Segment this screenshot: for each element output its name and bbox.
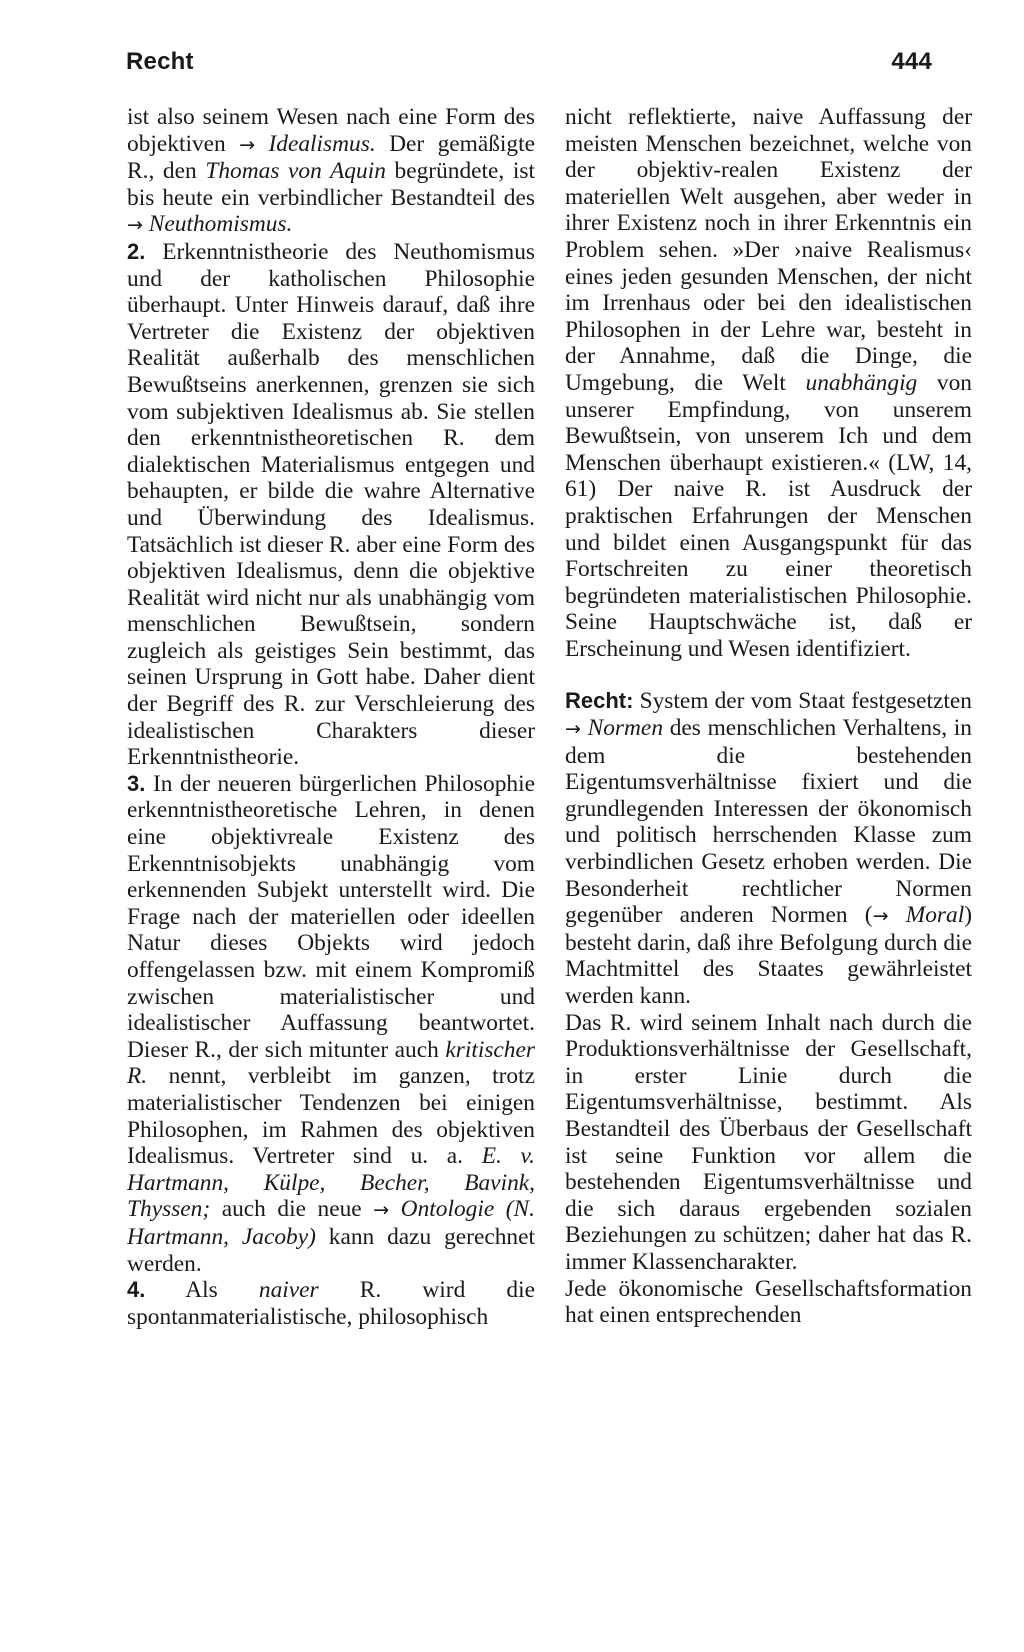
term: naiver <box>258 1277 319 1304</box>
cross-reference-arrow-icon: → <box>565 718 581 741</box>
text-run: Erkenntnistheorie des Neuthomismus und der katholischen Philosophie überhaupt. Unter Hinweis darauf, daß ihre Vertreter die Existenz der objektiven Realität außerhalb des menschlichen Bewußtseins anerkennen, grenzen sie sich vom subjektiven Idealismus ab. Sie stellen den erkenntnistheoretischen R. dem dialektischen Materialismus entgegen und behaupten, er bilde die wahre Alternative und Überwindung des Idealismus. Tatsächlich ist dieser R. aber eine Form des objektiven Idealismus, denn die objektive Realität wird nicht nur als unabhängig vom menschlichen Bewußtsein, sondern zugleich als geistiges Sein bestimmt, das seinen Ursprung in Gott habe. Daher dient der Begriff des R. zur Verschleierung des idealistischen Charakters dieser Erkenntnistheorie. <box>127 238 535 771</box>
term: unabhängig <box>805 369 918 396</box>
text-run: von unserer Empfindung, von unserem Bewußtsein, von unserem Ich und dem Menschen überhaupt existieren.« (LW, 14, 61) Der naive R. ist Ausdruck der praktischen Erfahrungen der Menschen und bildet einen Ausgangspunkt für das Fortschreiten zu einer theoretisch begründeten materialistischen Philosophie. Seine Hauptschwäche ist, daß er Erscheinung und Wesen identifiziert. <box>565 369 973 662</box>
paragraph <box>565 104 972 662</box>
text-run: System der vom Staat festgesetzten <box>633 688 972 715</box>
person-name: Thomas von Aquin <box>205 158 386 185</box>
paragraph <box>127 104 535 239</box>
term: kritischer R. <box>127 1036 535 1090</box>
cross-reference-arrow-icon: → <box>127 214 143 237</box>
text-run: des menschlichen Verhaltens, in dem die bestehenden Eigentumsverhältnisse fixiert und die grundlegenden Interessen der ökonomisch und politisch herrschenden Klasse zum verbindlichen Gesetz erhoben werden. Die Besonderheit rechtlicher Normen gegenüber anderen Normen ( <box>565 715 972 929</box>
running-headword: Recht <box>126 48 194 75</box>
entry-headword: Recht: <box>565 688 634 714</box>
cross-reference-arrow-icon: → <box>872 905 889 928</box>
numbered-sense-2 <box>127 239 535 771</box>
text-run: ist also seinem Wesen nach eine Form des objektiven <box>127 104 535 157</box>
text-run: ) besteht darin, daß ihre Befolgung durch die Machtmittel des Staates gewährleistet werden kann. <box>565 902 972 1009</box>
text-run: auch die neue <box>210 1196 374 1223</box>
page-number: 444 <box>891 48 932 75</box>
text-run: Als <box>145 1277 259 1304</box>
cross-reference: Ontologie (N. Hartmann, Jacoby) <box>127 1196 535 1250</box>
text-run: In der neueren bürgerlichen Philosophie erkenntnistheoretische Lehren, in denen eine objektivreale Existenz des Erkenntnisobjekts unabhängig vom erkennenden Subjekt unterstellt wird. Die Frage nach der materiellen oder ideellen Natur dieses Objekts wird jedoch offengelassen bzw. mit einem Kompromiß zwischen materialistischer und idealistischer Auffassung beantwortet. Dieser R., der sich mitunter auch <box>127 770 535 1063</box>
left-column <box>127 104 535 1330</box>
cross-reference: Neuthomismus. <box>148 211 293 238</box>
paragraph: Das R. wird seinem Inhalt nach durch die Produktionsverhältnisse der Gesellschaft, in erster Linie durch die Eigentumsverhältnisse, bestimmt. Als Bestandteil des Überbaus der Gesellschaft ist seine Funktion vor allem die bestehenden Eigentumsverhältnisse und die sich daraus ergebenden sozialen Beziehungen zu schützen; daher hat das R. immer Klassencharakter. <box>565 1009 972 1275</box>
cross-reference: Idealismus. <box>268 130 376 157</box>
text-run: Der gemäßigte R., den <box>127 130 535 185</box>
cross-reference-arrow-icon: → <box>373 1199 390 1222</box>
sense-number: 3. <box>127 770 146 796</box>
text-run: begründete, ist bis heute ein verbindlicher Bestandteil des <box>127 158 535 211</box>
person-names: E. v. Hartmann, Külpe, Becher, Bavink, Thyssen; <box>127 1143 536 1223</box>
text-run: kann dazu gerechnet werden. <box>127 1223 535 1277</box>
dictionary-entry <box>565 688 972 1009</box>
cross-reference-arrow-icon: → <box>239 133 256 156</box>
paragraph: Jede ökonomische Gesellschaftsformation hat einen entsprechenden <box>565 1275 972 1329</box>
text-run: nennt, verbleibt im ganzen, trotz materialistischer Tendenzen bei einigen Philosophen, im Rahmen des objektiven Idealismus. Vertreter sind u. a. <box>127 1063 535 1170</box>
right-column <box>565 104 972 1329</box>
sense-number: 4. <box>127 1277 146 1303</box>
numbered-sense-4 <box>127 1277 535 1330</box>
cross-reference: Normen <box>587 715 664 742</box>
text-run: R. wird die spontanmaterialistische, philosophisch <box>127 1277 535 1330</box>
cross-reference: Moral <box>905 902 965 929</box>
text-run: nicht reflektierte, naive Auffassung der meisten Menschen bezeichnet, welche von der objektiv-realen Existenz der materiellen Welt ausgehen, aber weder in ihrer Existenz noch in ihrer Erkenntnis ein Problem sehen. »Der ›naive Realismus‹ eines jeden gesunden Menschen, der nicht im Irrenhaus oder bei den idealistischen Philosophen in der Lehre war, besteht in der Annahme, daß die Dinge, die Umgebung, die Welt <box>565 104 972 396</box>
sense-number: 2. <box>127 238 146 264</box>
numbered-sense-3 <box>127 771 535 1277</box>
